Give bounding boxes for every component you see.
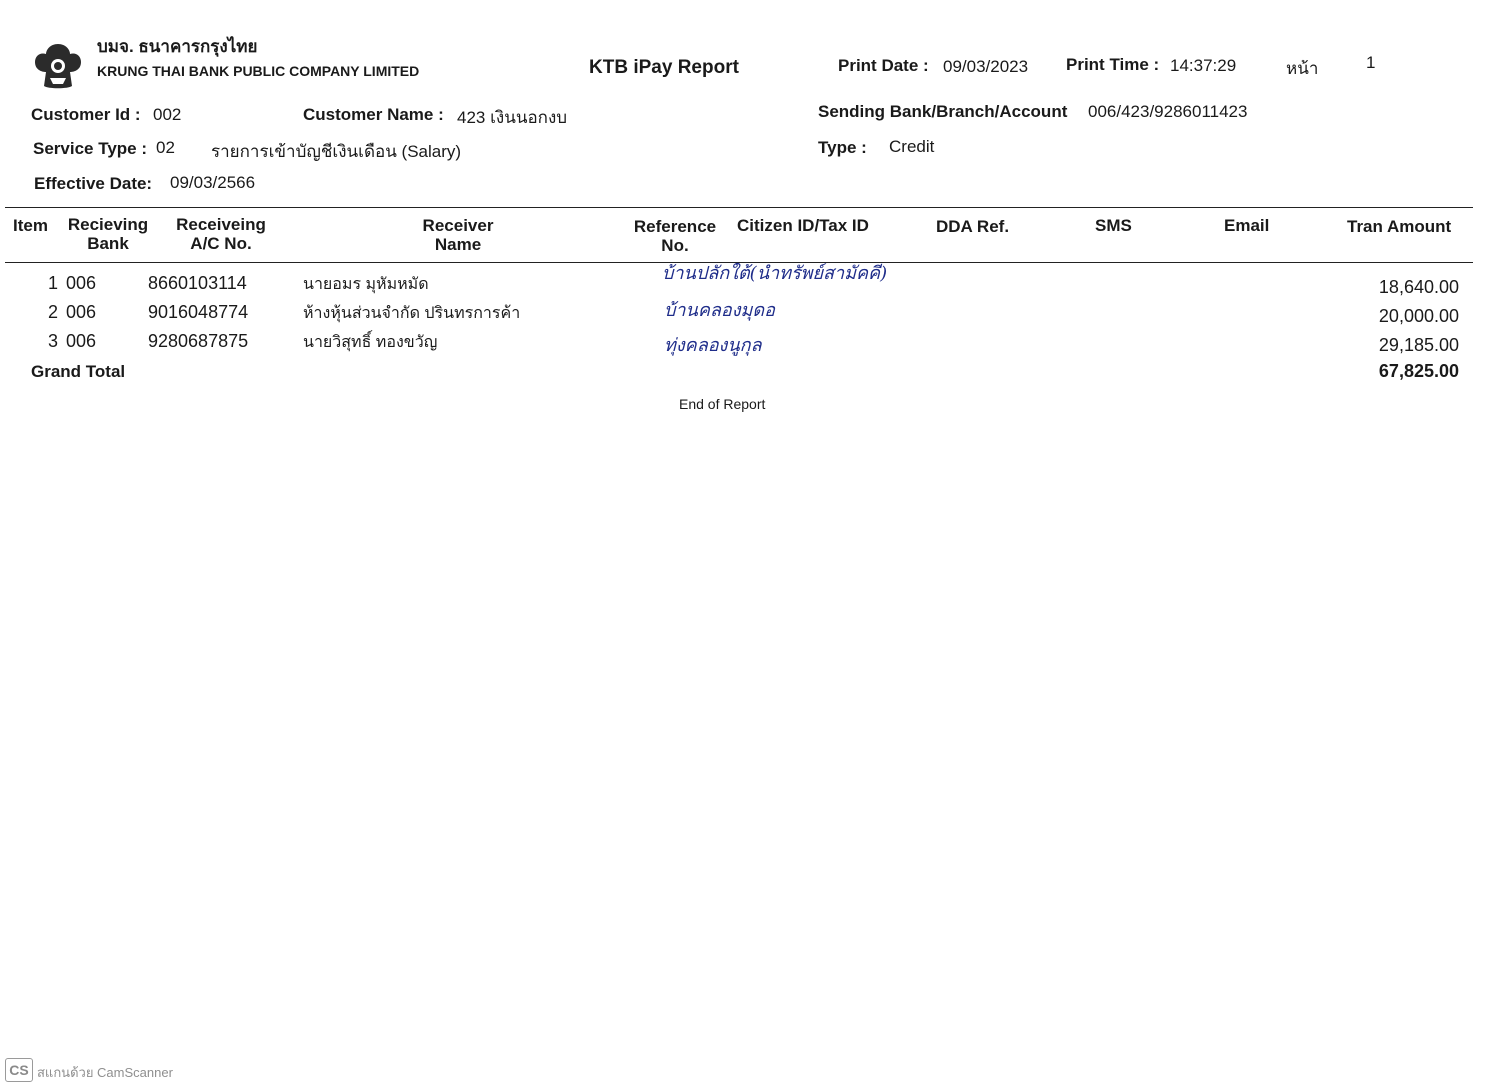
row-1-item: 1 [48, 273, 59, 293]
row-2-bank: 006 [66, 302, 97, 322]
row-3-receiver-name: นายวิสุทธิ์ ทองขวัญ [303, 334, 438, 351]
type-value: Credit [889, 137, 935, 156]
garuda-logo-icon [32, 42, 84, 92]
col-header-dda-ref: DDA Ref. [936, 217, 1010, 236]
service-type-label: Service Type : [33, 139, 148, 158]
col-header-account-no: Receiveing A/C No. [176, 215, 266, 253]
customer-id-label: Customer Id : [31, 105, 141, 124]
service-type-code: 02 [156, 138, 175, 157]
col-header-receiving-bank: Recieving Bank [67, 215, 149, 253]
col-header-reference-no: Reference No. [633, 217, 717, 255]
customer-name-value: 423 เงินนอกงบ [457, 108, 568, 127]
row-3-amount: 29,185.00 [1378, 335, 1459, 355]
end-of-report: End of Report [679, 396, 766, 412]
row-2-amount: 20,000.00 [1378, 306, 1459, 326]
customer-id-value: 002 [153, 105, 182, 124]
col-header-tran-amount: Tran Amount [1347, 217, 1452, 236]
row-1-amount: 18,640.00 [1378, 277, 1459, 297]
row-3-item: 3 [48, 331, 59, 351]
row-2-receiver-name: ห้างหุ้นส่วนจำกัด ปรินทรการค้า [303, 305, 521, 322]
camscanner-badge: CS [5, 1058, 33, 1082]
row-1-receiver-name: นายอมร มุหัมหมัด [303, 276, 429, 293]
row-3-account: 9280687875 [148, 331, 249, 351]
print-date-value: 09/03/2023 [943, 57, 1029, 76]
grand-total-label: Grand Total [31, 362, 126, 381]
row-2-handwritten-note: บ้านคลองมุดอ [664, 300, 775, 321]
sending-account-value: 006/423/9286011423 [1088, 102, 1248, 121]
col-header-citizen-id: Citizen ID/Tax ID [737, 216, 869, 235]
service-type-description: รายการเข้าบัญชีเงินเดือน (Salary) [211, 142, 462, 161]
print-time-label: Print Time : [1066, 55, 1160, 74]
row-3-bank: 006 [66, 331, 97, 351]
print-date-label: Print Date : [838, 56, 929, 75]
row-1-bank: 006 [66, 273, 97, 293]
print-time-value: 14:37:29 [1170, 56, 1237, 75]
page-label: หน้า [1286, 59, 1319, 78]
table-top-rule [5, 207, 1473, 208]
sending-account-label: Sending Bank/Branch/Account [818, 102, 1068, 121]
grand-total-amount: 67,825.00 [1378, 361, 1459, 381]
col-header-receiver-name: Receiver Name [422, 216, 494, 254]
row-3-handwritten-note: ทุ่งคลองนูกุล [664, 335, 762, 356]
row-1-handwritten-note: บ้านปลักใต้(นำทรัพย์สามัคคี) [662, 263, 888, 284]
col-header-email: Email [1224, 216, 1270, 235]
col-header-item: Item [13, 216, 48, 235]
row-2-account: 9016048774 [148, 302, 249, 322]
camscanner-watermark: สแกนด้วย CamScanner [37, 1065, 173, 1080]
type-label: Type : [818, 138, 867, 157]
row-1-account: 8660103114 [148, 273, 247, 293]
bank-name-english: KRUNG THAI BANK PUBLIC COMPANY LIMITED [97, 63, 420, 79]
col-header-sms: SMS [1095, 216, 1132, 235]
row-2-item: 2 [48, 302, 59, 322]
bank-name-thai: บมจ. ธนาคารกรุงไทย [97, 37, 258, 56]
customer-name-label: Customer Name : [303, 105, 444, 124]
effective-date-label: Effective Date: [34, 174, 153, 193]
report-title: KTB iPay Report [589, 57, 739, 78]
effective-date-value: 09/03/2566 [170, 173, 256, 192]
page-number: 1 [1366, 53, 1376, 72]
